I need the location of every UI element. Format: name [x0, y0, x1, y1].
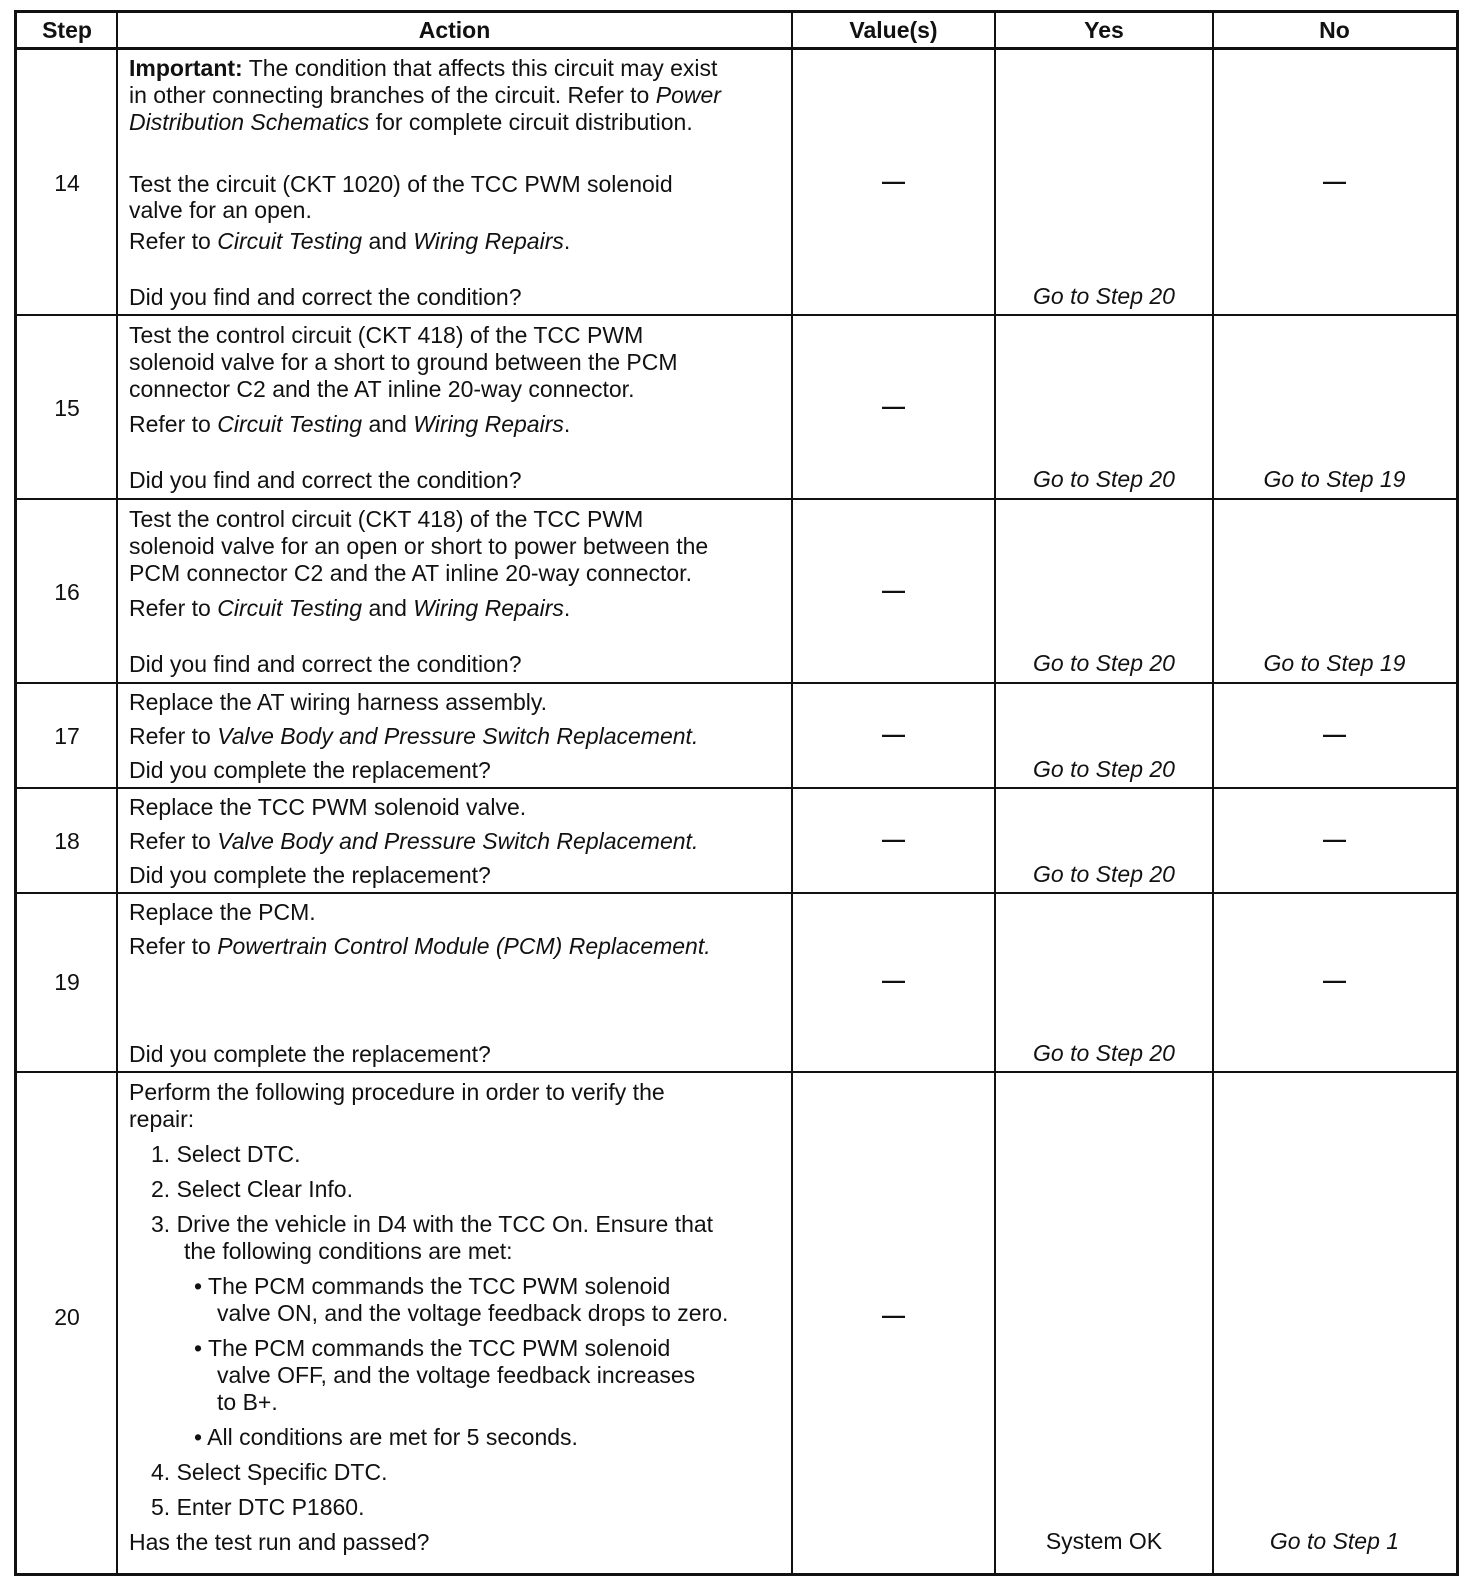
procedure-bullet: • The PCM commands the TCC PWM solenoid — [194, 1335, 671, 1361]
no-cell: — — [1323, 168, 1346, 194]
value-cell: — — [882, 1302, 905, 1328]
yes-cell[interactable]: Go to Step 20 — [1033, 466, 1175, 492]
row-divider — [17, 1071, 1456, 1073]
action-line: Test the control circuit (CKT 418) of the TCC PWM — [129, 506, 644, 532]
diagnostic-table — [14, 10, 1459, 1576]
action-text: Refer to — [129, 933, 218, 959]
no-cell: — — [1323, 967, 1346, 993]
reference-link[interactable]: Valve Body and Pressure Switch Replacement. — [217, 828, 699, 854]
header-step: Step — [42, 17, 92, 43]
value-cell: — — [882, 826, 905, 852]
yes-cell[interactable]: Go to Step 20 — [1033, 756, 1175, 782]
action-line — [129, 228, 570, 254]
procedure-step: 2. Select Clear Info. — [151, 1176, 353, 1202]
action-text: The condition that affects this circuit may exist — [242, 55, 718, 81]
step-number: 17 — [54, 723, 80, 749]
procedure-step: 3. Drive the vehicle in D4 with the TCC On. Ensure that — [151, 1211, 714, 1237]
action-text: in other connecting branches of the circuit. Refer to — [129, 82, 656, 108]
divider-values — [994, 13, 996, 1573]
no-cell[interactable]: Go to Step 1 — [1269, 1528, 1400, 1554]
action-text: for complete circuit distribution. — [369, 109, 693, 135]
action-line: Replace the TCC PWM solenoid valve. — [129, 794, 527, 820]
reference-link[interactable]: Wiring Repairs — [413, 411, 564, 437]
row-divider — [17, 787, 1456, 789]
action-text: . — [563, 228, 571, 254]
value-cell: — — [882, 577, 905, 603]
row-divider — [17, 314, 1456, 316]
yes-cell[interactable]: Go to Step 20 — [1033, 283, 1175, 309]
action-line — [129, 55, 717, 81]
reference-link[interactable]: Valve Body and Pressure Switch Replacement. — [217, 723, 699, 749]
procedure-bullet: to B+. — [217, 1389, 278, 1415]
action-line: solenoid valve for an open or short to power between the — [129, 533, 709, 559]
procedure-step: 4. Select Specific DTC. — [151, 1459, 388, 1485]
yes-cell[interactable]: Go to Step 20 — [1033, 1040, 1175, 1066]
step-number: 18 — [54, 828, 80, 854]
action-text: Refer to — [129, 228, 218, 254]
reference-link[interactable]: Power — [655, 82, 721, 108]
value-cell: — — [882, 393, 905, 419]
action-line: PCM connector C2 and the AT inline 20-way connector. — [129, 560, 692, 586]
reference-link[interactable]: Circuit Testing — [217, 228, 363, 254]
value-cell: — — [882, 168, 905, 194]
procedure-bullet: valve OFF, and the voltage feedback increases — [217, 1362, 696, 1388]
action-line: solenoid valve for a short to ground between the PCM — [129, 349, 678, 375]
value-cell: — — [882, 721, 905, 747]
reference-link[interactable]: Powertrain Control Module (PCM) Replacement. — [217, 933, 711, 959]
action-line: Replace the AT wiring harness assembly. — [129, 689, 548, 715]
action-text: . — [563, 595, 571, 621]
procedure-step: the following conditions are met: — [184, 1238, 513, 1264]
value-cell: — — [882, 967, 905, 993]
step-number: 16 — [54, 579, 80, 605]
header-values: Value(s) — [849, 17, 938, 43]
yes-cell[interactable]: Go to Step 20 — [1033, 650, 1175, 676]
action-line: repair: — [129, 1106, 195, 1132]
reference-link[interactable]: Distribution Schematics — [129, 109, 370, 135]
procedure-step: 5. Enter DTC P1860. — [151, 1494, 365, 1520]
action-line — [129, 723, 698, 749]
step-number: 19 — [54, 969, 80, 995]
reference-link[interactable]: Circuit Testing — [217, 411, 363, 437]
reference-link[interactable]: Wiring Repairs — [413, 595, 564, 621]
row-divider — [17, 892, 1456, 894]
step-number: 20 — [54, 1304, 80, 1330]
reference-link[interactable]: Circuit Testing — [217, 595, 363, 621]
action-line: Test the circuit (CKT 1020) of the TCC PWM solenoid — [129, 171, 673, 197]
table-header — [17, 13, 1456, 50]
reference-link[interactable]: Wiring Repairs — [413, 228, 564, 254]
no-cell: — — [1323, 826, 1346, 852]
action-line: connector C2 and the AT inline 20-way connector. — [129, 376, 635, 402]
no-cell[interactable]: Go to Step 19 — [1263, 650, 1406, 676]
action-line — [129, 411, 570, 437]
action-question: Did you find and correct the condition? — [129, 651, 522, 677]
action-question: Has the test run and passed? — [129, 1529, 430, 1555]
action-line: Replace the PCM. — [129, 899, 316, 925]
header-yes: Yes — [1084, 17, 1124, 43]
divider-step — [116, 13, 118, 1573]
step-number: 14 — [54, 170, 80, 196]
action-line — [129, 595, 570, 621]
procedure-step: 1. Select DTC. — [151, 1141, 301, 1167]
action-line — [129, 109, 693, 135]
action-text: Refer to — [129, 595, 218, 621]
procedure-bullet: valve ON, and the voltage feedback drops to zero. — [217, 1300, 729, 1326]
action-line: Test the control circuit (CKT 418) of the TCC PWM — [129, 322, 644, 348]
divider-action — [791, 13, 793, 1573]
procedure-bullet: • All conditions are met for 5 seconds. — [194, 1424, 578, 1450]
action-text: . — [563, 411, 571, 437]
important-label: Important: — [129, 55, 243, 81]
header-no: No — [1319, 17, 1350, 43]
procedure-bullet: • The PCM commands the TCC PWM solenoid — [194, 1273, 671, 1299]
action-question: Did you complete the replacement? — [129, 1041, 491, 1067]
action-line — [129, 828, 698, 854]
action-question: Did you complete the replacement? — [129, 862, 491, 888]
action-question: Did you complete the replacement? — [129, 757, 491, 783]
yes-cell[interactable]: Go to Step 20 — [1033, 861, 1175, 887]
action-line — [129, 82, 721, 108]
action-question: Did you find and correct the condition? — [129, 284, 522, 310]
action-text: Refer to — [129, 723, 218, 749]
action-text: Refer to — [129, 828, 218, 854]
no-cell[interactable]: Go to Step 19 — [1263, 466, 1406, 492]
action-line: Perform the following procedure in order to verify the — [129, 1079, 665, 1105]
action-line — [129, 933, 711, 959]
action-text: and — [362, 411, 414, 437]
row-divider — [17, 682, 1456, 684]
header-action: Action — [418, 17, 491, 43]
step-number: 15 — [54, 395, 80, 421]
divider-yes — [1212, 13, 1214, 1573]
action-text: and — [362, 595, 414, 621]
action-text: and — [362, 228, 414, 254]
action-text: Refer to — [129, 411, 218, 437]
row-divider — [17, 498, 1456, 500]
no-cell: — — [1323, 721, 1346, 747]
action-line: valve for an open. — [129, 197, 312, 223]
yes-cell[interactable]: System OK — [1045, 1528, 1163, 1554]
action-question: Did you find and correct the condition? — [129, 467, 522, 493]
